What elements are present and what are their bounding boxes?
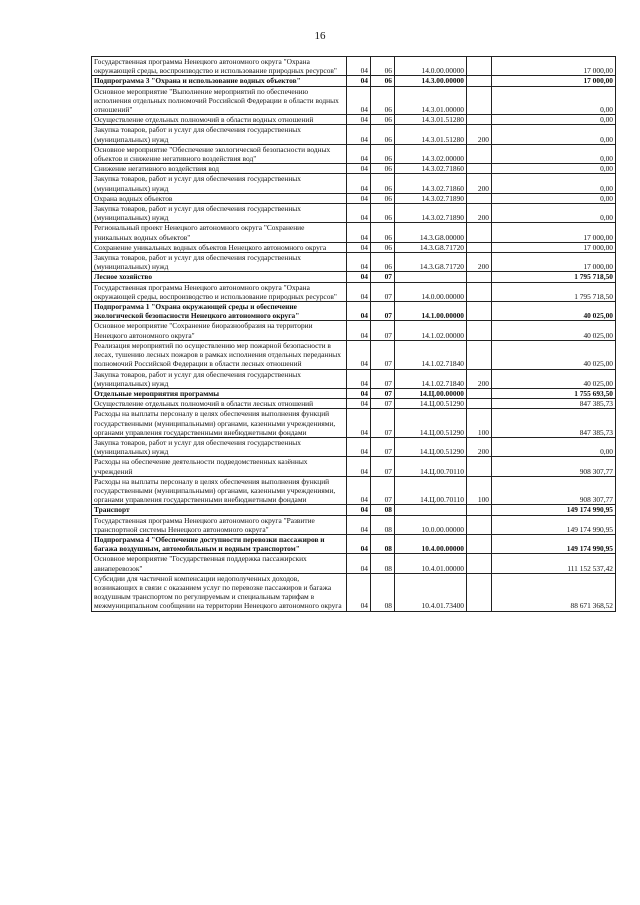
subsection-code-cell: 06 bbox=[371, 223, 395, 242]
subsection-code-cell: 06 bbox=[371, 125, 395, 144]
target-article-cell: 14.3.02.71890 bbox=[395, 204, 467, 223]
table-row bbox=[92, 125, 616, 144]
expense-type-cell: 200 bbox=[467, 204, 492, 223]
amount-cell: 847 385,73 bbox=[492, 409, 616, 438]
subsection-code-cell: 07 bbox=[371, 476, 395, 505]
subsection-code-cell: 07 bbox=[371, 369, 395, 388]
expense-type-cell bbox=[467, 457, 492, 476]
table-row bbox=[92, 437, 616, 456]
amount-cell: 0,00 bbox=[492, 164, 616, 174]
subsection-code-cell: 06 bbox=[371, 242, 395, 252]
section-code-cell: 04 bbox=[347, 340, 371, 369]
target-article-cell: 14.Ц.00.00000 bbox=[395, 388, 467, 398]
expense-name-cell: Охрана водных объектов bbox=[92, 193, 347, 203]
target-article-cell: 14.3.02.71860 bbox=[395, 164, 467, 174]
amount-cell: 88 671 368,52 bbox=[492, 573, 616, 611]
amount-cell: 111 152 537,42 bbox=[492, 554, 616, 573]
table-row bbox=[92, 223, 616, 242]
table-row bbox=[92, 534, 616, 553]
table-row bbox=[92, 164, 616, 174]
section-code-cell: 04 bbox=[347, 193, 371, 203]
table-row bbox=[92, 242, 616, 252]
amount-cell: 40 025,00 bbox=[492, 369, 616, 388]
subsection-code-cell: 06 bbox=[371, 193, 395, 203]
expense-type-cell: 200 bbox=[467, 437, 492, 456]
expense-type-cell bbox=[467, 534, 492, 553]
table-row bbox=[92, 115, 616, 125]
expense-name-cell: Сохранение уникальных водных объектов Ненецкого автономного округа bbox=[92, 242, 347, 252]
expense-type-cell bbox=[467, 193, 492, 203]
subsection-code-cell: 07 bbox=[371, 399, 395, 409]
expense-name-cell: Осуществление отдельных полномочий в области лесных отношений bbox=[92, 399, 347, 409]
table-row bbox=[92, 272, 616, 282]
expense-type-cell bbox=[467, 573, 492, 611]
expense-name-cell: Расходы на обеспечение деятельности подведомственных казённых учреждений bbox=[92, 457, 347, 476]
target-article-cell: 14.Ц.00.51290 bbox=[395, 409, 467, 438]
amount-cell: 0,00 bbox=[492, 144, 616, 163]
expense-name-cell: Государственная программа Ненецкого автономного округа "Охрана окружающей среды, воспроизводство и использование природных ресурсов" bbox=[92, 57, 347, 76]
target-article-cell: 14.3.02.71860 bbox=[395, 174, 467, 193]
subsection-code-cell: 08 bbox=[371, 515, 395, 534]
table-row bbox=[92, 388, 616, 398]
amount-cell: 847 385,73 bbox=[492, 399, 616, 409]
expense-type-cell bbox=[467, 76, 492, 86]
table-row bbox=[92, 476, 616, 505]
subsection-code-cell: 07 bbox=[371, 457, 395, 476]
subsection-code-cell: 07 bbox=[371, 409, 395, 438]
section-code-cell: 04 bbox=[347, 554, 371, 573]
table-row bbox=[92, 399, 616, 409]
expense-name-cell: Расходы на выплаты персоналу в целях обеспечения выполнения функций государственными (муниципальными) органами, казенными учреждениями, органами управления государственными внебюджетными фондами bbox=[92, 409, 347, 438]
budget-table-body bbox=[92, 57, 616, 612]
target-article-cell: 10.0.00.00000 bbox=[395, 515, 467, 534]
expense-type-cell bbox=[467, 164, 492, 174]
section-code-cell: 04 bbox=[347, 409, 371, 438]
subsection-code-cell: 06 bbox=[371, 253, 395, 272]
page-number: 16 bbox=[314, 30, 326, 42]
expense-name-cell: Основное мероприятие "Государственная поддержка пассажирских авиаперевозок" bbox=[92, 554, 347, 573]
subsection-code-cell: 08 bbox=[371, 505, 395, 515]
section-code-cell: 04 bbox=[347, 399, 371, 409]
subsection-code-cell: 08 bbox=[371, 534, 395, 553]
expense-type-cell: 100 bbox=[467, 409, 492, 438]
table-row bbox=[92, 144, 616, 163]
target-article-cell: 10.4.00.00000 bbox=[395, 534, 467, 553]
amount-cell: 40 025,00 bbox=[492, 321, 616, 340]
target-article-cell: 14.0.00.00000 bbox=[395, 282, 467, 301]
amount-cell: 908 307,77 bbox=[492, 457, 616, 476]
table-row bbox=[92, 193, 616, 203]
section-code-cell: 04 bbox=[347, 573, 371, 611]
section-code-cell: 04 bbox=[347, 302, 371, 321]
amount-cell: 17 000,00 bbox=[492, 76, 616, 86]
expense-type-cell bbox=[467, 144, 492, 163]
amount-cell: 149 174 990,95 bbox=[492, 505, 616, 515]
table-row bbox=[92, 340, 616, 369]
subsection-code-cell: 07 bbox=[371, 321, 395, 340]
expense-name-cell: Закупка товаров, работ и услуг для обеспечения государственных (муниципальных) нужд bbox=[92, 253, 347, 272]
table-row bbox=[92, 86, 616, 115]
section-code-cell: 04 bbox=[347, 125, 371, 144]
subsection-code-cell: 06 bbox=[371, 204, 395, 223]
expense-type-cell bbox=[467, 282, 492, 301]
expense-name-cell: Основное мероприятие "Выполнение мероприятий по обеспечению исполнения отдельных полномочий Российской Федерации в области водных отношений" bbox=[92, 86, 347, 115]
target-article-cell: 14.1.02.71840 bbox=[395, 369, 467, 388]
target-article-cell: 10.4.01.00000 bbox=[395, 554, 467, 573]
subsection-code-cell: 07 bbox=[371, 437, 395, 456]
section-code-cell: 04 bbox=[347, 204, 371, 223]
subsection-code-cell: 06 bbox=[371, 115, 395, 125]
expense-type-cell bbox=[467, 399, 492, 409]
section-code-cell: 04 bbox=[347, 144, 371, 163]
table-row bbox=[92, 369, 616, 388]
expense-name-cell: Государственная программа Ненецкого автономного округа "Развитие транспортной системы Ненецкого автономного округа" bbox=[92, 515, 347, 534]
table-row bbox=[92, 174, 616, 193]
section-code-cell: 04 bbox=[347, 457, 371, 476]
expense-name-cell: Закупка товаров, работ и услуг для обеспечения государственных (муниципальных) нужд bbox=[92, 369, 347, 388]
section-code-cell: 04 bbox=[347, 321, 371, 340]
amount-cell: 0,00 bbox=[492, 193, 616, 203]
amount-cell: 40 025,00 bbox=[492, 340, 616, 369]
section-code-cell: 04 bbox=[347, 242, 371, 252]
amount-cell: 0,00 bbox=[492, 115, 616, 125]
amount-cell: 0,00 bbox=[492, 437, 616, 456]
section-code-cell: 04 bbox=[347, 476, 371, 505]
table-row bbox=[92, 321, 616, 340]
expense-type-cell: 200 bbox=[467, 369, 492, 388]
expense-name-cell: Основное мероприятие "Сохранение биоразнообразия на территории Ненецкого автономного округа" bbox=[92, 321, 347, 340]
target-article-cell: 14.1.02.71840 bbox=[395, 340, 467, 369]
expense-type-cell bbox=[467, 272, 492, 282]
expense-type-cell bbox=[467, 388, 492, 398]
target-article-cell: 14.3.00.00000 bbox=[395, 76, 467, 86]
table-row bbox=[92, 253, 616, 272]
budget-table bbox=[91, 56, 616, 612]
subsection-code-cell: 07 bbox=[371, 272, 395, 282]
table-row bbox=[92, 76, 616, 86]
table-row bbox=[92, 302, 616, 321]
amount-cell: 17 000,00 bbox=[492, 242, 616, 252]
target-article-cell: 14.3.02.71890 bbox=[395, 193, 467, 203]
expense-type-cell bbox=[467, 554, 492, 573]
expense-name-cell: Транспорт bbox=[92, 505, 347, 515]
expense-type-cell bbox=[467, 115, 492, 125]
amount-cell: 17 000,00 bbox=[492, 57, 616, 76]
expense-name-cell: Закупка товаров, работ и услуг для обеспечения государственных (муниципальных) нужд bbox=[92, 204, 347, 223]
amount-cell: 40 025,00 bbox=[492, 302, 616, 321]
expense-name-cell: Подпрограмма 3 "Охрана и использование водных объектов" bbox=[92, 76, 347, 86]
table-row bbox=[92, 505, 616, 515]
amount-cell: 0,00 bbox=[492, 86, 616, 115]
subsection-code-cell: 08 bbox=[371, 573, 395, 611]
target-article-cell bbox=[395, 505, 467, 515]
expense-name-cell: Государственная программа Ненецкого автономного округа "Охрана окружающей среды, воспроизводство и использование природных ресурсов" bbox=[92, 282, 347, 301]
amount-cell: 1 755 693,50 bbox=[492, 388, 616, 398]
amount-cell: 0,00 bbox=[492, 174, 616, 193]
expense-type-cell bbox=[467, 321, 492, 340]
target-article-cell: 14.3.G8.71720 bbox=[395, 242, 467, 252]
subsection-code-cell: 06 bbox=[371, 86, 395, 115]
subsection-code-cell: 06 bbox=[371, 57, 395, 76]
expense-name-cell: Снижение негативного воздействия вод bbox=[92, 164, 347, 174]
section-code-cell: 04 bbox=[347, 282, 371, 301]
expense-name-cell: Расходы на выплаты персоналу в целях обеспечения выполнения функций государственными (муниципальными) органами, казенными учреждениями, органами управления государственными внебюджетными фондами bbox=[92, 476, 347, 505]
expense-name-cell: Лесное хозяйство bbox=[92, 272, 347, 282]
section-code-cell: 04 bbox=[347, 437, 371, 456]
table-row bbox=[92, 573, 616, 611]
expense-type-cell: 200 bbox=[467, 253, 492, 272]
target-article-cell: 14.1.00.00000 bbox=[395, 302, 467, 321]
subsection-code-cell: 07 bbox=[371, 388, 395, 398]
target-article-cell: 14.Ц.00.51290 bbox=[395, 437, 467, 456]
amount-cell: 0,00 bbox=[492, 125, 616, 144]
target-article-cell bbox=[395, 272, 467, 282]
target-article-cell: 14.3.G8.71720 bbox=[395, 253, 467, 272]
expense-type-cell bbox=[467, 340, 492, 369]
amount-cell: 908 307,77 bbox=[492, 476, 616, 505]
table-row bbox=[92, 554, 616, 573]
expense-name-cell: Основное мероприятие "Обеспечение экологической безопасности водных объектов и снижение негативного воздействия вод" bbox=[92, 144, 347, 163]
table-row bbox=[92, 515, 616, 534]
expense-name-cell: Закупка товаров, работ и услуг для обеспечения государственных (муниципальных) нужд bbox=[92, 125, 347, 144]
expense-type-cell bbox=[467, 86, 492, 115]
section-code-cell: 04 bbox=[347, 223, 371, 242]
section-code-cell: 04 bbox=[347, 272, 371, 282]
expense-name-cell: Отдельные мероприятия программы bbox=[92, 388, 347, 398]
section-code-cell: 04 bbox=[347, 174, 371, 193]
table-row bbox=[92, 457, 616, 476]
expense-type-cell: 200 bbox=[467, 125, 492, 144]
expense-name-cell: Подпрограмма 4 "Обеспечение доступности перевозки пассажиров и багажа воздушным, автомобильным и водным транспортом" bbox=[92, 534, 347, 553]
subsection-code-cell: 06 bbox=[371, 164, 395, 174]
expense-type-cell bbox=[467, 505, 492, 515]
target-article-cell: 10.4.01.73400 bbox=[395, 573, 467, 611]
subsection-code-cell: 08 bbox=[371, 554, 395, 573]
section-code-cell: 04 bbox=[347, 164, 371, 174]
expense-name-cell: Закупка товаров, работ и услуг для обеспечения государственных (муниципальных) нужд bbox=[92, 174, 347, 193]
section-code-cell: 04 bbox=[347, 76, 371, 86]
expense-name-cell: Реализация мероприятий по осуществлению мер пожарной безопасности в лесах, тушению лесных пожаров в рамках исполнения отдельных переданных полномочий Российской Федерации в области лесных отношений bbox=[92, 340, 347, 369]
expense-name-cell: Закупка товаров, работ и услуг для обеспечения государственных (муниципальных) нужд bbox=[92, 437, 347, 456]
amount-cell: 1 795 718,50 bbox=[492, 282, 616, 301]
section-code-cell: 04 bbox=[347, 369, 371, 388]
expense-type-cell bbox=[467, 302, 492, 321]
section-code-cell: 04 bbox=[347, 534, 371, 553]
target-article-cell: 14.Ц.00.70110 bbox=[395, 457, 467, 476]
expense-name-cell: Субсидии для частичной компенсации недополученных доходов, возникающих в связи с оказанием услуг по перевозке пассажиров и багажа воздушным транспортом по регулируемым и специальным тарифам в межмуниципальном сообщении на территории Ненецкого автономного округа bbox=[92, 573, 347, 611]
expense-type-cell: 100 bbox=[467, 476, 492, 505]
expense-type-cell bbox=[467, 57, 492, 76]
target-article-cell: 14.3.01.51280 bbox=[395, 115, 467, 125]
target-article-cell: 14.3.01.51280 bbox=[395, 125, 467, 144]
expense-type-cell: 200 bbox=[467, 174, 492, 193]
target-article-cell: 14.Ц.00.51290 bbox=[395, 399, 467, 409]
target-article-cell: 14.3.G8.00000 bbox=[395, 223, 467, 242]
section-code-cell: 04 bbox=[347, 86, 371, 115]
subsection-code-cell: 06 bbox=[371, 76, 395, 86]
subsection-code-cell: 06 bbox=[371, 174, 395, 193]
subsection-code-cell: 07 bbox=[371, 340, 395, 369]
amount-cell: 149 174 990,95 bbox=[492, 515, 616, 534]
target-article-cell: 14.3.02.00000 bbox=[395, 144, 467, 163]
section-code-cell: 04 bbox=[347, 253, 371, 272]
section-code-cell: 04 bbox=[347, 388, 371, 398]
section-code-cell: 04 bbox=[347, 57, 371, 76]
table-row bbox=[92, 204, 616, 223]
table-row bbox=[92, 409, 616, 438]
expense-name-cell: Осуществление отдельных полномочий в области водных отношений bbox=[92, 115, 347, 125]
target-article-cell: 14.1.02.00000 bbox=[395, 321, 467, 340]
amount-cell: 17 000,00 bbox=[492, 223, 616, 242]
section-code-cell: 04 bbox=[347, 115, 371, 125]
target-article-cell: 14.0.00.00000 bbox=[395, 57, 467, 76]
section-code-cell: 04 bbox=[347, 505, 371, 515]
expense-name-cell: Региональный проект Ненецкого автономного округа "Сохранение уникальных водных объектов" bbox=[92, 223, 347, 242]
subsection-code-cell: 07 bbox=[371, 282, 395, 301]
amount-cell: 17 000,00 bbox=[492, 253, 616, 272]
table-row bbox=[92, 282, 616, 301]
amount-cell: 149 174 990,95 bbox=[492, 534, 616, 553]
expense-type-cell bbox=[467, 223, 492, 242]
target-article-cell: 14.3.01.00000 bbox=[395, 86, 467, 115]
amount-cell: 0,00 bbox=[492, 204, 616, 223]
subsection-code-cell: 06 bbox=[371, 144, 395, 163]
expense-type-cell bbox=[467, 515, 492, 534]
expense-name-cell: Подпрограмма 1 "Охрана окружающей среды и обеспечение экологической безопасности Ненецкого автономного округа" bbox=[92, 302, 347, 321]
amount-cell: 1 795 718,50 bbox=[492, 272, 616, 282]
table-row bbox=[92, 57, 616, 76]
target-article-cell: 14.Ц.00.70110 bbox=[395, 476, 467, 505]
subsection-code-cell: 07 bbox=[371, 302, 395, 321]
section-code-cell: 04 bbox=[347, 515, 371, 534]
expense-type-cell bbox=[467, 242, 492, 252]
